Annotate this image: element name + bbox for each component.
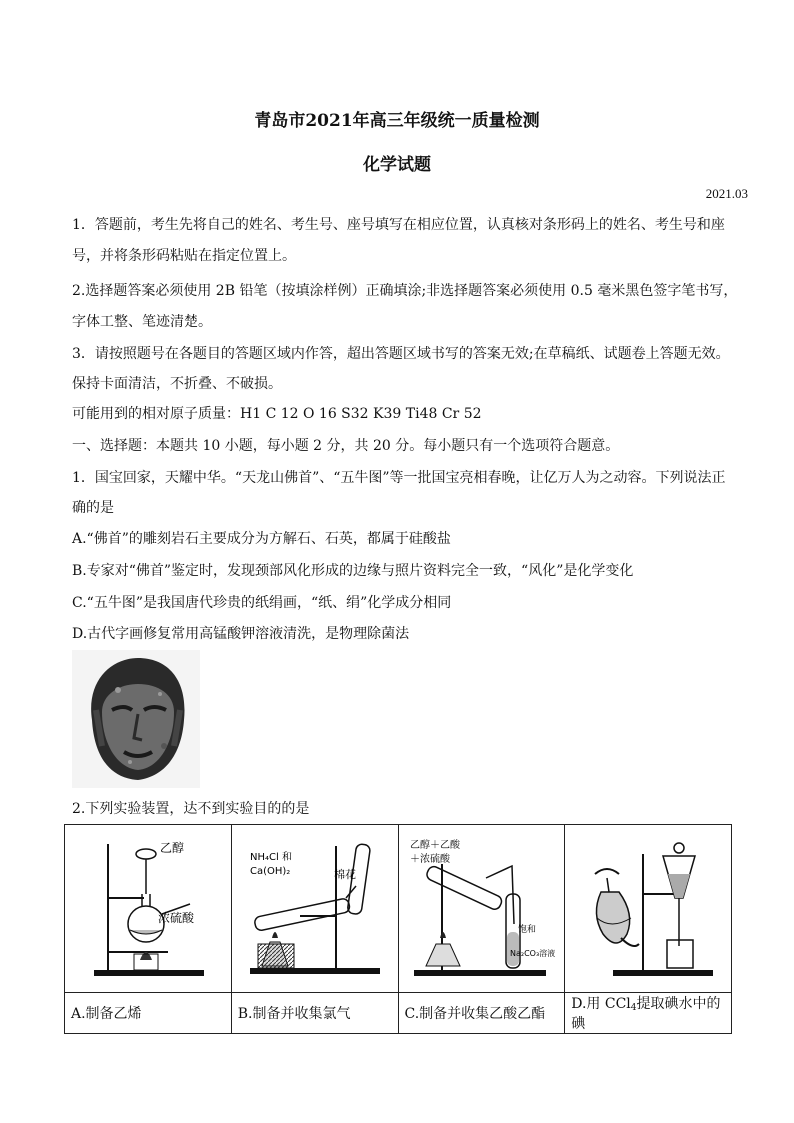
- ester-apparatus-figure: [406, 834, 556, 984]
- label-ethanol-acetic: 乙醇＋乙酸: [410, 839, 461, 851]
- caption-d-head: D.用 CCl: [571, 996, 631, 1012]
- apparatus-table: [64, 824, 732, 1034]
- caption-d-tail: 提取碘水中的碘: [571, 996, 721, 1032]
- label-conc-acid: ＋浓硫酸: [410, 853, 451, 865]
- instruction-line: 字体工整、笔迹清楚。: [72, 314, 212, 330]
- question-1-stem: 确的是: [72, 500, 114, 516]
- caption-c: C.制备并收集乙酸乙酯: [398, 993, 565, 1034]
- apparatus-cell-c: [398, 825, 565, 993]
- question-1-option-b: B.专家对“佛首”鉴定时，发现颈部风化形成的边缘与照片资料完全一致，“风化”是化学变化: [72, 563, 634, 579]
- extraction-apparatus-figure: [573, 834, 723, 984]
- exam-subject: 化学试题: [363, 155, 431, 175]
- label-saturated: 饱和: [518, 924, 537, 935]
- instruction-line: 3．请按照题号在各题目的答题区域内作答，超出答题区域书写的答案无效;在草稿纸、试题卷上答题无效。: [72, 346, 730, 362]
- caption-d: [565, 993, 732, 1034]
- section-heading: 一、选择题：本题共 10 小题，每小题 2 分，共 20 分。每小题只有一个选项符合题意。: [72, 438, 620, 454]
- label-conc-sulfuric-acid: 浓硫酸: [157, 910, 194, 925]
- atomic-masses: 可能用到的相对原子质量：H1 C 12 O 16 S32 K39 Ti48 Cr 52: [72, 406, 482, 422]
- caption-d-subscript: 4: [630, 1003, 637, 1013]
- instruction-line: 保持卡面清洁，不折叠、不破损。: [72, 376, 282, 392]
- instruction-line: 1．答题前，考生先将自己的姓名、考生号、座号填写在相应位置，认真核对条形码上的姓名、考生号和座: [72, 217, 725, 233]
- label-nh4cl: NH₄Cl 和: [249, 851, 292, 863]
- exam-title: 青岛市2021年高三年级统一质量检测: [254, 111, 540, 131]
- label-ethanol: 乙醇: [159, 840, 184, 855]
- label-cotton: 棉花: [333, 867, 356, 881]
- ethylene-apparatus-figure: [88, 834, 208, 984]
- label-caoh2: Ca(OH)₂: [249, 865, 290, 877]
- question-2-stem: 2.下列实验装置，达不到实验目的的是: [72, 801, 310, 817]
- instruction-line: 号，并将条形码粘贴在指定位置上。: [72, 248, 296, 264]
- apparatus-cell-d: [565, 825, 732, 993]
- question-1-option-c: C.“五牛图”是我国唐代珍贵的纸绢画，“纸、绢”化学成分相同: [72, 595, 452, 611]
- question-1-option-a: A.“佛首”的雕刻岩石主要成分为方解石、石英，都属于硅酸盐: [72, 531, 451, 547]
- instruction-line: 2.选择题答案必须使用 2B 铅笔（按填涂样例）正确填涂;非选择题答案必须使用 0.5 毫米黑色签字笔书写，: [72, 283, 738, 299]
- caption-b: B.制备并收集氯气: [231, 993, 398, 1034]
- label-na2co3: Na₂CO₃溶液: [510, 948, 556, 958]
- caption-a: A.制备乙烯: [65, 993, 232, 1034]
- buddha-head-photo: [72, 650, 200, 788]
- exam-date: 2021.03: [705, 186, 748, 201]
- apparatus-cell-a: [65, 825, 232, 993]
- ammonia-apparatus-figure: [240, 834, 390, 984]
- question-1-option-d: D.古代字画修复常用高锰酸钾溶液清洗，是物理除菌法: [72, 626, 410, 642]
- apparatus-cell-b: [231, 825, 398, 993]
- question-1-stem: 1．国宝回家，天耀中华。“天龙山佛首”、“五牛图”等一批国宝亮相春晚，让亿万人为之动容。下列说法正: [72, 470, 726, 486]
